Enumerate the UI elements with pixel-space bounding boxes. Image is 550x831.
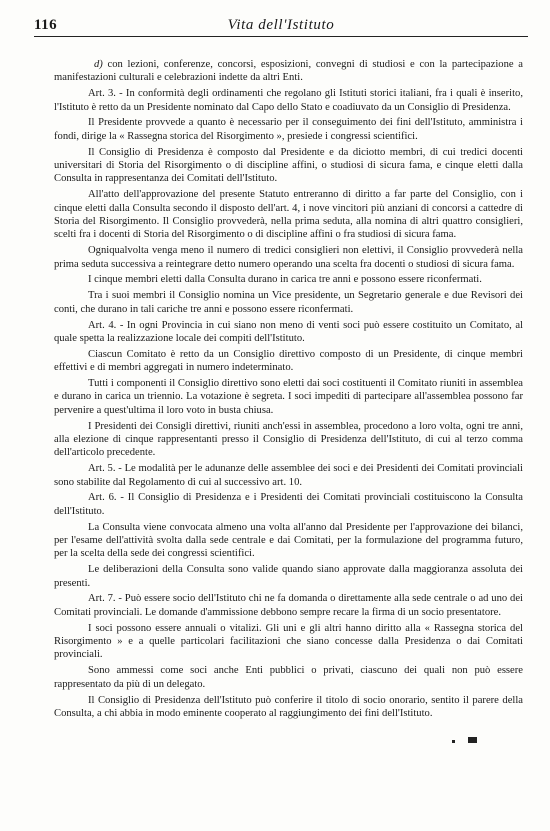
- paragraph: Ogniqualvolta venga meno il numero di tredici consiglieri non elettivi, il Consiglio provvederà nella prima seduta successiva a reintegrare detto numero operando una scelta fra docenti o studiosi di sicura fama.: [54, 245, 523, 270]
- paragraph-art-7: Art. 7. - Può essere socio dell'Istituto chi ne fa domanda o direttamente alla sede centrale o ad uno dei Comitati provinciali. Le domande d'ammissione debbono sempre recare la firma di un socio presentatore.: [54, 593, 523, 618]
- ink-mark: [452, 737, 478, 745]
- paragraph: All'atto dell'approvazione del presente Statuto entreranno di diritto a far parte del Consiglio, con i cinque eletti dalla Consulta secondo il disposto dell'art. 4, i nove vincitori più anziani di concorsi a cattedre di Storia del Risorgimento. Il Consiglio provvederà, nella prima seduta, alla nomina di altri quattro consiglieri, scelti fra i docenti di Storia del Risorgimento o di discipline affini o fra studiosi di sicura fama.: [54, 189, 523, 241]
- paragraph: Le deliberazioni della Consulta sono valide quando siano approvate dalla maggioranza assoluta dei presenti.: [54, 564, 523, 589]
- paragraph-art-6: Art. 6. - Il Consiglio di Presidenza e i Presidenti dei Comitati provinciali costituiscono la Consulta dell'Istituto.: [54, 492, 523, 517]
- paragraph: Il Presidente provvede a quanto è necessario per il conseguimento dei fini dell'Istituto, amministra i fondi, dirige la « Rassegna storica del Risorgimento », presiede i congressi scientifici.: [54, 117, 523, 142]
- list-label: d): [94, 59, 103, 70]
- paragraph: Tutti i componenti il Consiglio direttivo sono eletti dai soci costituenti il Comitato riuniti in assemblea e durano in carica un triennio. La votazione è segreta. I soci impediti di partecipare all'assemblea possono far pervenire a quest'ultima il loro voto in busta chiusa.: [54, 378, 523, 416]
- paragraph: La Consulta viene convocata almeno una volta all'anno dal Presidente per l'approvazione dei bilanci, per l'esame dell'attività svolta dalla sede centrale e dai Comitati, per la formulazione del programma futuro, per la scelta della sede dei congressi scientifici.: [54, 521, 523, 560]
- paragraph: Il Consiglio di Presidenza dell'Istituto può conferire il titolo di socio onorario, sentito il parere della Consulta, a chi abbia in modo eminente cooperato al raggiungimento dei fini dell'Istituto.: [54, 694, 523, 719]
- paragraph: I Presidenti dei Consigli direttivi, riuniti anch'essi in assemblea, procedono a loro volta, ogni tre anni, alla elezione di cinque rappresentanti presso il Consiglio di Presidenza dell'Istituto, di cui al terzo comma dell'articolo precedente.: [54, 420, 523, 459]
- paragraph: Il Consiglio di Presidenza è composto dal Presidente e da diciotto membri, di cui tredici docenti universitari di Storia del Risorgimento o di discipline affini, o studiosi di sicura fama, e cinque eletti dalla Consulta in rappresentanza dei Comitati dell'Istituto.: [54, 146, 523, 185]
- paragraph-art-4: Art. 4. - In ogni Provincia in cui siano non meno di venti soci può essere costituito un Comitato, al quale spetta la realizzazione locale dei compiti dell'Istituto.: [54, 319, 523, 344]
- paragraph-art-3: Art. 3. - In conformità degli ordinamenti che regolano gli Istituti storici italiani, fra i quali è inserito, l'Istituto è retto da un Presidente nominato dal Capo dello Stato e coadiuvato da un Consiglio di Presidenza.: [54, 88, 523, 113]
- paragraph: I cinque membri eletti dalla Consulta durano in carica tre anni e possono essere riconfermati.: [88, 274, 482, 286]
- paragraph: Ciascun Comitato è retto da un Consiglio direttivo composto di un Presidente, di cinque membri effettivi e di membri aggregati in numero indeterminato.: [54, 348, 523, 374]
- paragraph-d: [54, 58, 523, 85]
- page-number: 116: [34, 17, 58, 33]
- paragraph-art-5: Art. 5. - Le modalità per le adunanze delle assemblee dei soci e dei Presidenti dei Comitati provinciali sono stabilite dal Regolamento di cui al successivo art. 10.: [54, 463, 523, 488]
- paragraph: Tra i suoi membri il Consiglio nomina un Vice presidente, un Segretario generale e due Revisori dei conti, che durano in tali cariche tre anni e possono essere riconfermati.: [54, 290, 523, 315]
- paragraph: Sono ammessi come soci anche Enti pubblici o privati, ciascuno dei quali non può essere rappresentato da più di un delegato.: [54, 665, 523, 690]
- running-head: Vita dell'Istituto: [227, 17, 335, 33]
- page-header: [34, 14, 528, 37]
- paragraph-text: con lezioni, conferenze, concorsi, esposizioni, convegni di studiosi e con la partecipazione a manifestazioni culturali e celebrazioni indette da altri Enti.: [54, 59, 523, 84]
- paragraph: I soci possono essere annuali o vitalizi. Gli uni e gli altri hanno diritto alla « Rassegna storica del Risorgimento » e a quelle particolari facilitazioni che siano concesse dalla Presidenza o dai Comitati provinciali.: [54, 622, 523, 661]
- statute-text: [54, 58, 523, 723]
